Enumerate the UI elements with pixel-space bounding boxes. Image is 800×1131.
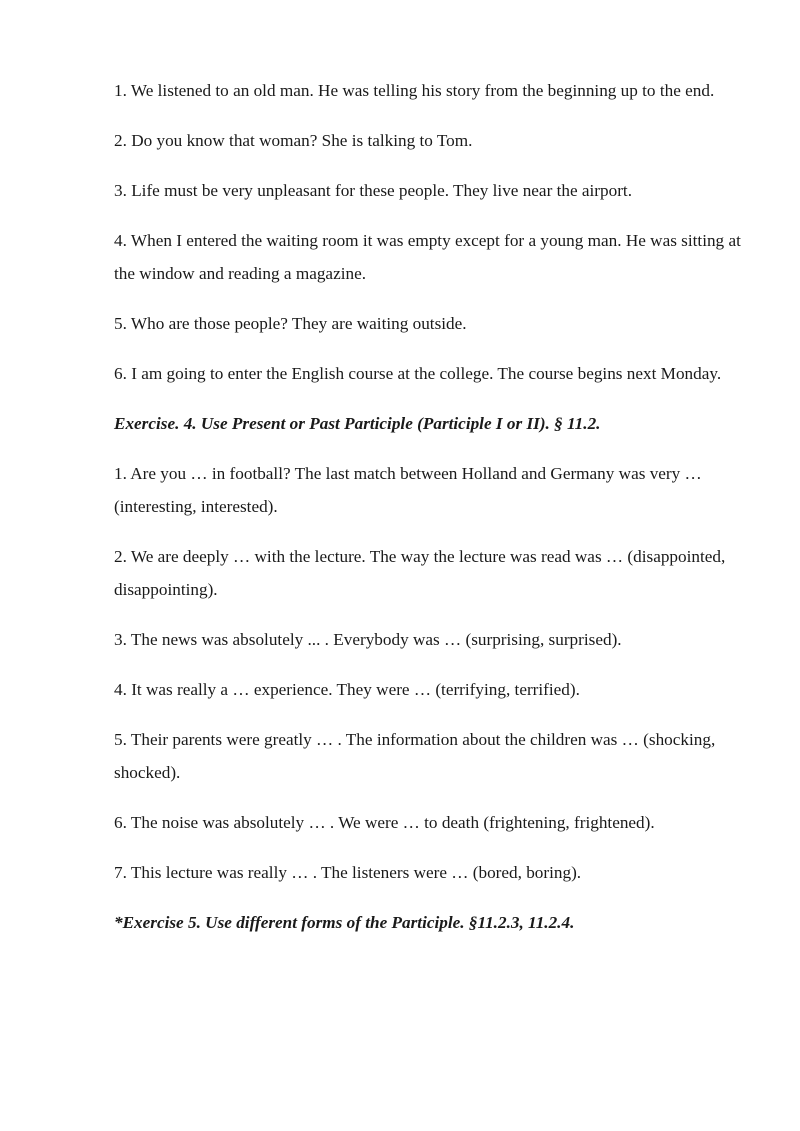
sentence-item: 1. We listened to an old man. He was telling his story from the beginning up to the end. [114,81,715,100]
exercise-item: 5. Their parents were greatly … . The information about the children was … (shocking, shocked). [114,730,716,782]
exercise-item: 1. Are you … in football? The last match between Holland and Germany was very … (interesting, interested). [114,464,702,516]
exercise-5-heading: *Exercise 5. Use different forms of the Participle. §11.2.3, 11.2.4. [114,913,575,932]
exercise-item: 3. The news was absolutely ... . Everybody was … (surprising, surprised). [114,630,622,649]
exercise-4-heading: Exercise. 4. Use Present or Past Participle (Participle I or II). § 11.2. [114,414,601,433]
document-page [114,74,744,956]
exercise-item: 7. This lecture was really … . The listeners were … (bored, boring). [114,863,582,882]
sentence-item: 3. Life must be very unpleasant for these people. They live near the airport. [114,181,632,200]
sentence-item: 4. When I entered the waiting room it was empty except for a young man. He was sitting at the window and reading a magazine. [114,231,741,283]
exercise-item: 2. We are deeply … with the lecture. The way the lecture was read was … (disappointed, disappointing). [114,547,726,599]
exercise-item: 4. It was really a … experience. They were … (terrifying, terrified). [114,680,580,699]
sentence-item: 5. Who are those people? They are waiting outside. [114,314,467,333]
sentence-item: 6. I am going to enter the English course at the college. The course begins next Monday. [114,364,722,383]
sentence-item: 2. Do you know that woman? She is talking to Tom. [114,131,473,150]
exercise-item: 6. The noise was absolutely … . We were … to death (frightening, frightened). [114,813,655,832]
